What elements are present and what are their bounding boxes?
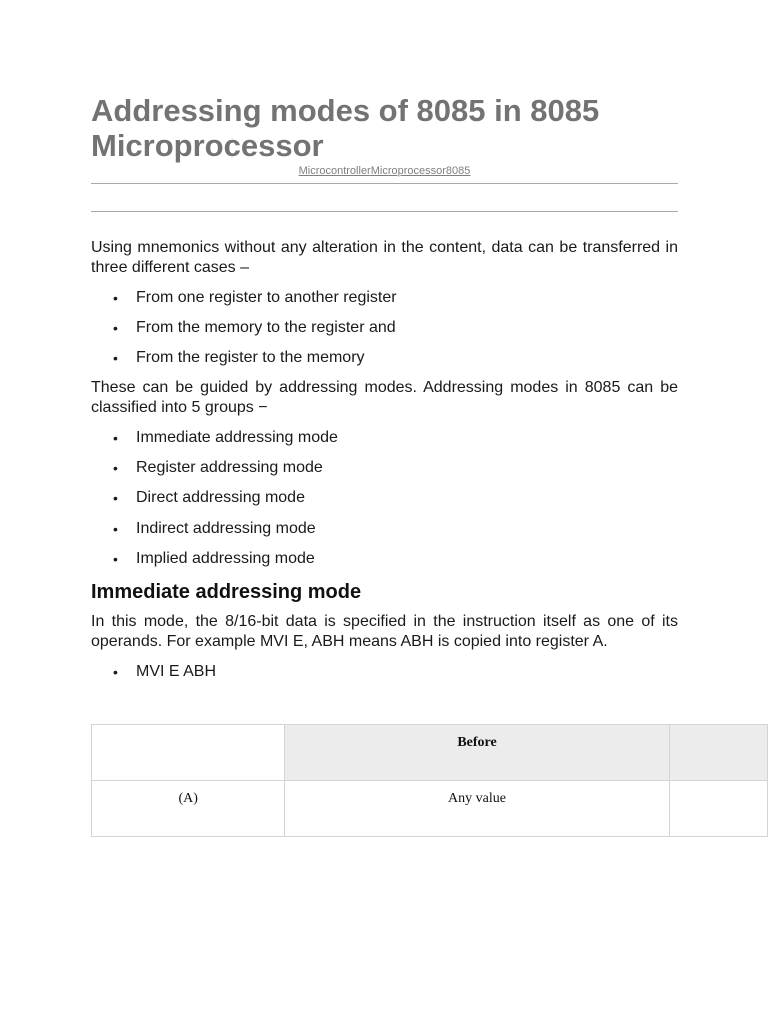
tag-link-microcontroller[interactable]: Microcontroller: [298, 165, 371, 177]
divider-top: [91, 183, 678, 184]
addressing-groups-list: [91, 428, 678, 579]
table-cell: Any value: [285, 781, 669, 837]
groups-paragraph: These can be guided by addressing modes. Addressing modes in 8085 can be classified into 5 groups −: [91, 379, 678, 416]
bullet-icon: •: [113, 350, 118, 367]
bullet-icon: •: [113, 550, 118, 567]
bullet-icon: •: [113, 664, 118, 680]
divider-bottom: [91, 211, 678, 212]
list-item: [91, 519, 678, 549]
tag-link-8085[interactable]: 8085: [445, 165, 471, 177]
register-table: [91, 724, 768, 837]
list-item: [91, 348, 678, 378]
bullet-icon: •: [113, 320, 118, 337]
list-item-text: From one register to another register: [136, 289, 397, 306]
list-item: [91, 488, 678, 518]
transfer-cases-list: [91, 288, 678, 379]
list-item-text: Indirect addressing mode: [136, 519, 316, 537]
bullet-icon: •: [113, 490, 118, 507]
table-row: [92, 781, 768, 837]
immediate-paragraph: In this mode, the 8/16-bit data is specified in the instruction itself as one of its operands. For example MVI E, ABH means ABH is copied into register A.: [91, 613, 678, 650]
table-header-cell: [669, 725, 767, 781]
list-item-text: MVI E ABH: [136, 663, 217, 680]
list-item-text: Immediate addressing mode: [136, 429, 338, 446]
page-title: Addressing modes of 8085 in 8085 Microprocessor: [91, 93, 600, 163]
bullet-icon: •: [113, 290, 118, 306]
table-header-cell: Before: [285, 725, 669, 781]
bullet-icon: •: [113, 520, 118, 537]
list-item: [91, 662, 678, 692]
intro-paragraph: Using mnemonics without any alteration in the content, data can be transferred in three different cases –: [91, 239, 678, 276]
example-list: [91, 662, 678, 692]
list-item-text: From the memory to the register and: [136, 319, 396, 337]
tag-links: [91, 164, 678, 178]
section-heading-immediate: Immediate addressing mode: [91, 581, 362, 603]
list-item-text: Register addressing mode: [136, 459, 323, 477]
list-item: [91, 428, 678, 458]
list-item: [91, 288, 678, 318]
table-cell: [669, 781, 767, 837]
list-item-text: From the register to the memory: [136, 349, 365, 367]
tag-link-microprocessor[interactable]: Microprocessor: [370, 165, 446, 177]
bullet-icon: •: [113, 460, 118, 477]
table-header-cell: [92, 725, 285, 781]
table-header-row: [92, 725, 768, 781]
list-item: [91, 458, 678, 488]
list-item: [91, 318, 678, 348]
bullet-icon: •: [113, 430, 118, 446]
list-item: [91, 549, 678, 579]
list-item-text: Direct addressing mode: [136, 489, 305, 507]
list-item-text: Implied addressing mode: [136, 549, 315, 567]
table-cell: (A): [92, 781, 285, 837]
